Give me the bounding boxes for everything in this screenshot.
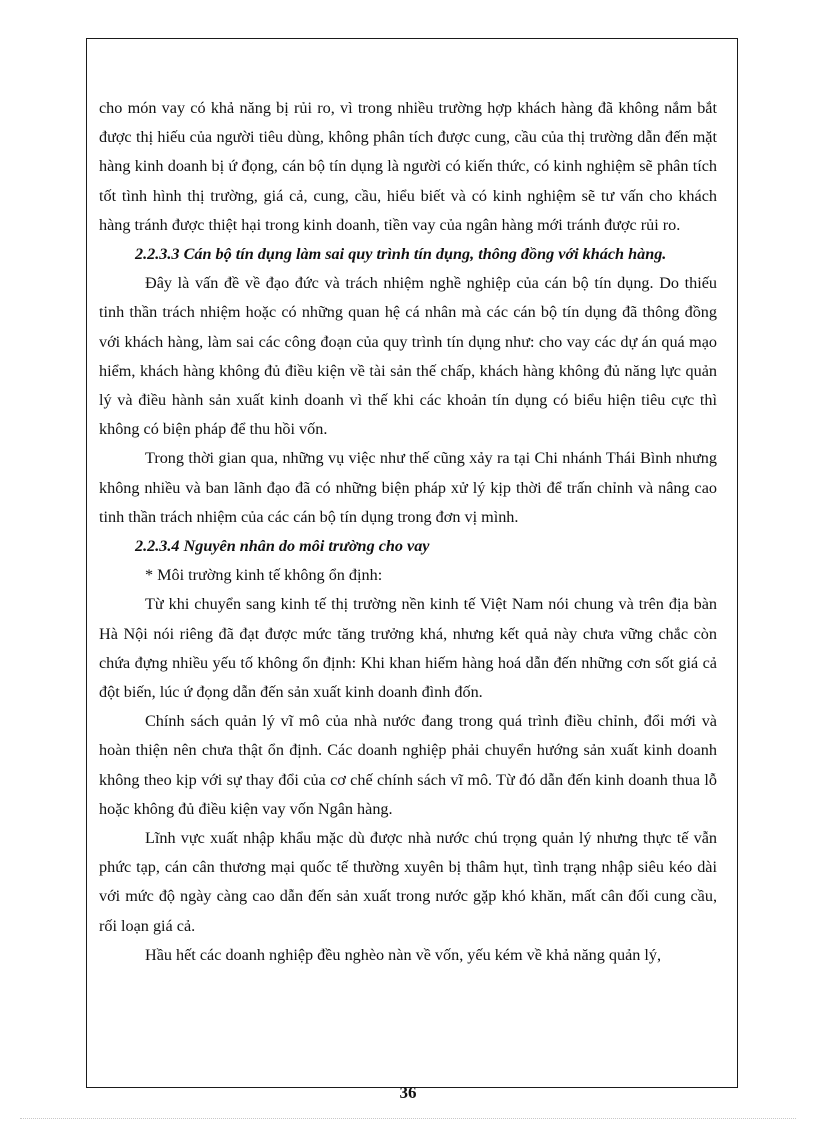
paragraph-enterprises: Hầu hết các doanh nghiệp đều nghèo nàn về vốn, yếu kém về khả năng quản lý, [145,945,662,964]
paragraph-import-export: Lĩnh vực xuất nhập khẩu mặc dù được nhà nước chú trọng quản lý nhưng thực tế vẫn phức tạp, cán cân thương mại quốc tế thường xuyên bị thâm hụt, tình trạng nhập siêu kéo dài với mức độ ngày càng cao dẫn đến sản xuất trong nước gặp khó khăn, mất cân đối cung cầu, rối loạn giá cả. [99,829,717,935]
paragraph-thai-binh: Trong thời gian qua, những vụ việc như thế cũng xảy ra tại Chi nhánh Thái Bình nhưng không nhiều và ban lãnh đạo đã có những biện pháp xử lý kịp thời để trấn chỉnh và nâng cao tinh thần trách nhiệm của các cán bộ tín dụng trong đơn vị mình. [99,449,717,526]
paragraph-macro-policy: Chính sách quản lý vĩ mô của nhà nước đang trong quá trình điều chỉnh, đổi mới và hoàn thiện nên chưa thật ổn định. Các doanh nghiệp phải chuyển hướng sản xuất kinh doanh không theo kịp với sự thay đổi của cơ chế chính sách vĩ mô. Từ đó dẫn đến kinh doanh thua lỗ hoặc không đủ điều kiện vay vốn Ngân hàng. [99,712,717,818]
paragraph-market-economy: Từ khi chuyển sang kinh tế thị trường nền kinh tế Việt Nam nói chung và trên địa bàn Hà Nội nói riêng đã đạt được mức tăng trưởng khá, nhưng kết quả này chưa vững chắc còn chứa đựng nhiều yếu tố không ổn định: Khi khan hiếm hàng hoá dẫn đến những cơn sốt giá cả đột biến, lúc ứ đọng dẫn đến sản xuất kinh doanh đình đốn. [99,595,717,702]
section-heading-2-2-3-3: 2.2.3.3 Cán bộ tín dụng làm sai quy trình tín dụng, thông đồng với khách hàng. [135,245,667,264]
bullet-economic-environment: * Môi trường kinh tế không ổn định: [145,566,383,585]
page-number: 36 [399,1083,417,1102]
footer-divider [20,1118,796,1119]
paragraph-ethics: Đây là vấn đề về đạo đức và trách nhiệm nghề nghiệp của cán bộ tín dụng. Do thiếu tinh thần trách nhiệm hoặc có những quan hệ cá nhân mà các cán bộ tín dụng đã thông đồng với khách hàng, làm sai các công đoạn của quy trình tín dụng như: cho vay các dự án quá mạo hiểm, khách hàng không đủ điều kiện về tài sản thế chấp, khách hàng không đủ năng lực quản lý và điều hành sản xuất kinh doanh vì thế khi các khoản tín dụng có biểu hiện tiêu cực thì không có biện pháp để thu hồi vốn. [99,274,717,439]
paragraph-continuation: cho món vay có khả năng bị rủi ro, vì trong nhiều trường hợp khách hàng đã không nắm bắt được thị hiếu của người tiêu dùng, không phân tích được cung, cầu của thị trường dẫn đến mặt hàng kinh doanh bị ứ đọng, cán bộ tín dụng là người có kiến thức, có kinh nghiệm sẽ phân tích tốt tình hình thị trường, giá cả, cung, cầu, hiểu biết và có kinh nghiệm sẽ tư vấn cho khách hàng tránh được thiệt hại trong kinh doanh, tiền vay của ngân hàng mới tránh được rủi ro. [99,99,717,234]
document-body [99,94,717,970]
section-heading-2-2-3-4: 2.2.3.4 Nguyên nhân do môi trường cho vay [135,537,430,556]
